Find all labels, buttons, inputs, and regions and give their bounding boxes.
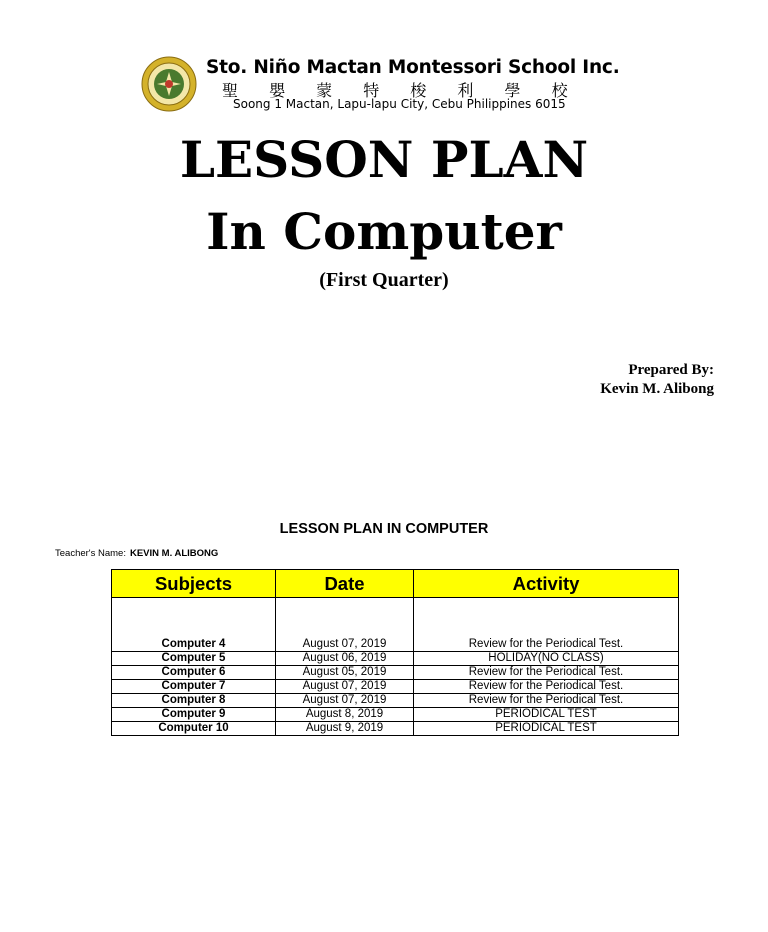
date-cell: August 07, 2019 xyxy=(276,680,414,694)
column-header-date: Date xyxy=(276,570,414,598)
subject-cell: Computer 9 xyxy=(112,708,276,722)
date-cell: August 07, 2019 xyxy=(276,694,414,708)
prepared-by-label: Prepared By: xyxy=(628,362,714,378)
date-cell: August 07, 2019 xyxy=(276,638,414,652)
school-chinese-name: 聖 嬰 蒙 特 梭 利 學 校 xyxy=(222,81,581,100)
table-spacer-row xyxy=(112,598,679,639)
activity-cell: HOLIDAY(NO CLASS) xyxy=(414,652,679,666)
activity-cell: PERIODICAL TEST xyxy=(414,722,679,736)
spacer-cell xyxy=(276,598,414,639)
subject-cell: Computer 6 xyxy=(112,666,276,680)
teacher-label: Teacher's Name: xyxy=(55,548,126,559)
table-row xyxy=(112,638,679,652)
column-header-activity: Activity xyxy=(414,570,679,598)
subject-cell: Computer 7 xyxy=(112,680,276,694)
table-row xyxy=(112,666,679,680)
teacher-line xyxy=(55,548,218,559)
spacer-cell xyxy=(414,598,679,639)
activity-cell: Review for the Periodical Test. xyxy=(414,666,679,680)
subject-cell: Computer 5 xyxy=(112,652,276,666)
activity-cell: Review for the Periodical Test. xyxy=(414,638,679,652)
subject-cell: Computer 4 xyxy=(112,638,276,652)
document-subject: In Computer xyxy=(206,202,562,261)
schedule-table xyxy=(111,569,679,736)
activity-cell: Review for the Periodical Test. xyxy=(414,694,679,708)
table-row xyxy=(112,722,679,736)
school-logo xyxy=(141,56,197,112)
plan-heading: LESSON PLAN IN COMPUTER xyxy=(279,521,489,537)
date-cell: August 05, 2019 xyxy=(276,666,414,680)
school-name: Sto. Niño Mactan Montessori School Inc. xyxy=(206,57,620,78)
table-row xyxy=(112,708,679,722)
teacher-name: KEVIN M. ALIBONG xyxy=(129,548,219,559)
date-cell: August 9, 2019 xyxy=(276,722,414,736)
preparer-name: Kevin M. Alibong xyxy=(600,381,714,397)
subject-cell: Computer 10 xyxy=(112,722,276,736)
column-header-subjects: Subjects xyxy=(112,570,276,598)
table-row xyxy=(112,680,679,694)
table-row xyxy=(112,652,679,666)
table-row xyxy=(112,694,679,708)
table-header-row xyxy=(112,570,679,598)
school-address: Soong 1 Mactan, Lapu-lapu City, Cebu Philippines 6015 xyxy=(233,97,566,111)
subject-cell: Computer 8 xyxy=(112,694,276,708)
spacer-cell xyxy=(112,598,276,639)
quarter-label: (First Quarter) xyxy=(319,269,449,291)
prepared-by-block xyxy=(600,361,714,399)
activity-cell: PERIODICAL TEST xyxy=(414,708,679,722)
date-cell: August 8, 2019 xyxy=(276,708,414,722)
date-cell: August 06, 2019 xyxy=(276,652,414,666)
activity-cell: Review for the Periodical Test. xyxy=(414,680,679,694)
document-title: LESSON PLAN xyxy=(179,130,589,189)
